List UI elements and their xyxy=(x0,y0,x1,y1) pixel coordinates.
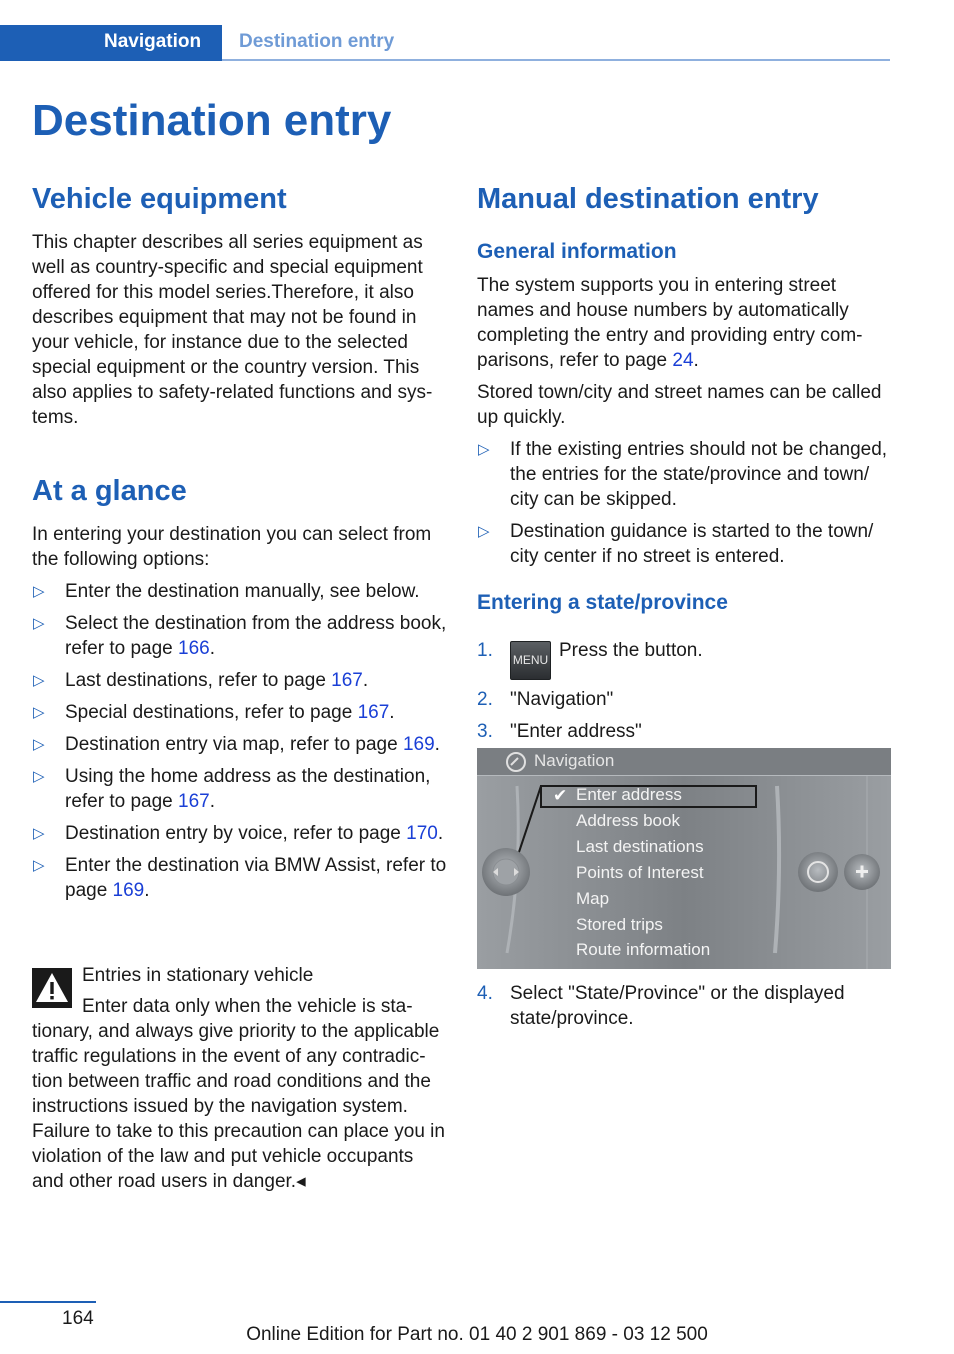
list-item: ▷ Last destinations, refer to page 167. xyxy=(33,670,369,691)
list-item: ▷ Destination entry by voice, refer to page 170. xyxy=(33,823,444,844)
general-info-list xyxy=(477,437,891,569)
menu-button-icon: MENU xyxy=(510,641,551,680)
list-item: 3. "Enter address" xyxy=(477,721,642,742)
bullet-triangle-icon: ▷ xyxy=(33,825,45,842)
bullet-triangle-icon: ▷ xyxy=(33,583,45,600)
page-link[interactable]: 167 xyxy=(331,670,363,691)
bullet-triangle-icon: ▷ xyxy=(33,768,45,785)
screen-menu-item: Enter address xyxy=(576,785,682,804)
list-item: 2. "Navigation" xyxy=(477,689,614,710)
screen-menu-item: Address book xyxy=(576,811,680,830)
screen-menu-item: Points of Interest xyxy=(576,863,704,882)
screen-menu-item: Stored trips xyxy=(576,915,663,934)
header-section-label: Navigation xyxy=(104,31,202,52)
page-number-rule xyxy=(0,1301,96,1303)
header-rule xyxy=(222,59,890,61)
screen-title: Navigation xyxy=(534,751,615,770)
list-item: ▷ Select the destination from the address book, refer to page 166. xyxy=(33,613,447,659)
list-item: ▷ Special destinations, refer to page 167. xyxy=(33,702,395,723)
list-item: ▷ Destination guidance is started to the town/ city center if no street is entered. xyxy=(478,521,874,567)
list-item: ▷ Enter the destination via BMW Assist, refer to page 169. xyxy=(33,855,447,901)
vehicle-equipment-heading: Vehicle equipment xyxy=(32,183,287,215)
at-a-glance-intro: In entering your destination you can select from the following options: xyxy=(32,524,432,570)
manual-entry-heading: Manual destination entry xyxy=(477,183,819,215)
header-subsection-label: Destination entry xyxy=(239,31,395,52)
bullet-triangle-icon: ▷ xyxy=(33,672,45,689)
list-item: ▷ Using the home address as the destination, refer to page 167. xyxy=(33,766,431,812)
bullet-triangle-icon: ▷ xyxy=(33,857,45,874)
end-mark: ◂ xyxy=(296,1171,306,1192)
at-a-glance-section xyxy=(32,522,447,903)
screen-background xyxy=(477,748,891,969)
warning-box xyxy=(32,994,448,1194)
state-province-heading: Entering a state/province xyxy=(477,591,728,614)
page-title: Destination entry xyxy=(32,96,392,145)
state-steps-list xyxy=(477,638,891,744)
page-link[interactable]: 169 xyxy=(112,880,145,901)
page-link[interactable]: 169 xyxy=(402,734,435,755)
general-info-text: The system supports you in entering street names and house numbers by automatically completing the entry and providing entry com-parisons, refer to page 24. xyxy=(477,275,863,371)
screen-menu-item: Last destinations xyxy=(576,837,704,856)
bullet-triangle-icon: ▷ xyxy=(478,523,490,540)
general-info-section xyxy=(477,273,891,569)
page-link[interactable]: 167 xyxy=(178,791,210,812)
page-link[interactable]: 24 xyxy=(672,350,694,371)
general-info-heading: General information xyxy=(477,240,677,263)
bullet-triangle-icon: ▷ xyxy=(478,441,490,458)
checkmark-icon: ✔ xyxy=(553,786,568,805)
vehicle-equipment-section xyxy=(32,230,447,430)
stored-names-text: Stored town/city and street names can be called up quickly. xyxy=(477,382,882,428)
navigation-screen-image xyxy=(477,748,891,969)
list-item: 1. MENU Press the button. xyxy=(477,638,891,680)
options-list xyxy=(32,579,447,903)
page-link[interactable]: 170 xyxy=(406,823,438,844)
warning-title: Entries in stationary vehicle xyxy=(82,965,314,986)
list-item: ▷ Destination entry via map, refer to page 169. xyxy=(33,734,440,755)
bullet-triangle-icon: ▷ xyxy=(33,704,45,721)
list-item: ▷ If the existing entries should not be changed, the entries for the state/province and town/ city can be skipped. xyxy=(478,439,888,510)
vehicle-equipment-text: This chapter describes all series equipment as well as country-specific and special equipment offered for this model series.Therefore, it also describes equipment that may not be found in your vehicle, for instance due to the selected special equipment or the country version. This also applies to safety-related functions and sys-tems. xyxy=(32,232,433,428)
list-item: ▷ Enter the destination manually, see below. xyxy=(33,581,420,602)
state-steps-section xyxy=(477,638,891,744)
edition-footer: Online Edition for Part no. 01 40 2 901 869 - 03 12 500 xyxy=(246,1324,708,1345)
at-a-glance-heading: At a glance xyxy=(32,475,187,507)
step-four-section xyxy=(477,981,891,1031)
bullet-triangle-icon: ▷ xyxy=(33,736,45,753)
screen-menu-item: Map xyxy=(576,889,610,908)
list-item: 4. Select "State/Province" or the displayed state/province. xyxy=(477,983,845,1029)
page-number: 164 xyxy=(62,1308,94,1329)
state-steps-continued xyxy=(477,981,891,1031)
page-link[interactable]: 167 xyxy=(357,702,390,723)
page-link[interactable]: 166 xyxy=(178,638,210,659)
warning-text: Enter data only when the vehicle is sta-tionary, and always give priority to the applicable traffic regulations in the event of any contradic-tion between traffic and road conditions and the instructions issued by the navigation system. Failure to take to this precaution can place you in violation of the law and put vehicle occupants and other road users in danger. xyxy=(32,996,445,1192)
bullet-triangle-icon: ▷ xyxy=(33,615,45,632)
screen-menu-item: Route information xyxy=(576,940,711,959)
